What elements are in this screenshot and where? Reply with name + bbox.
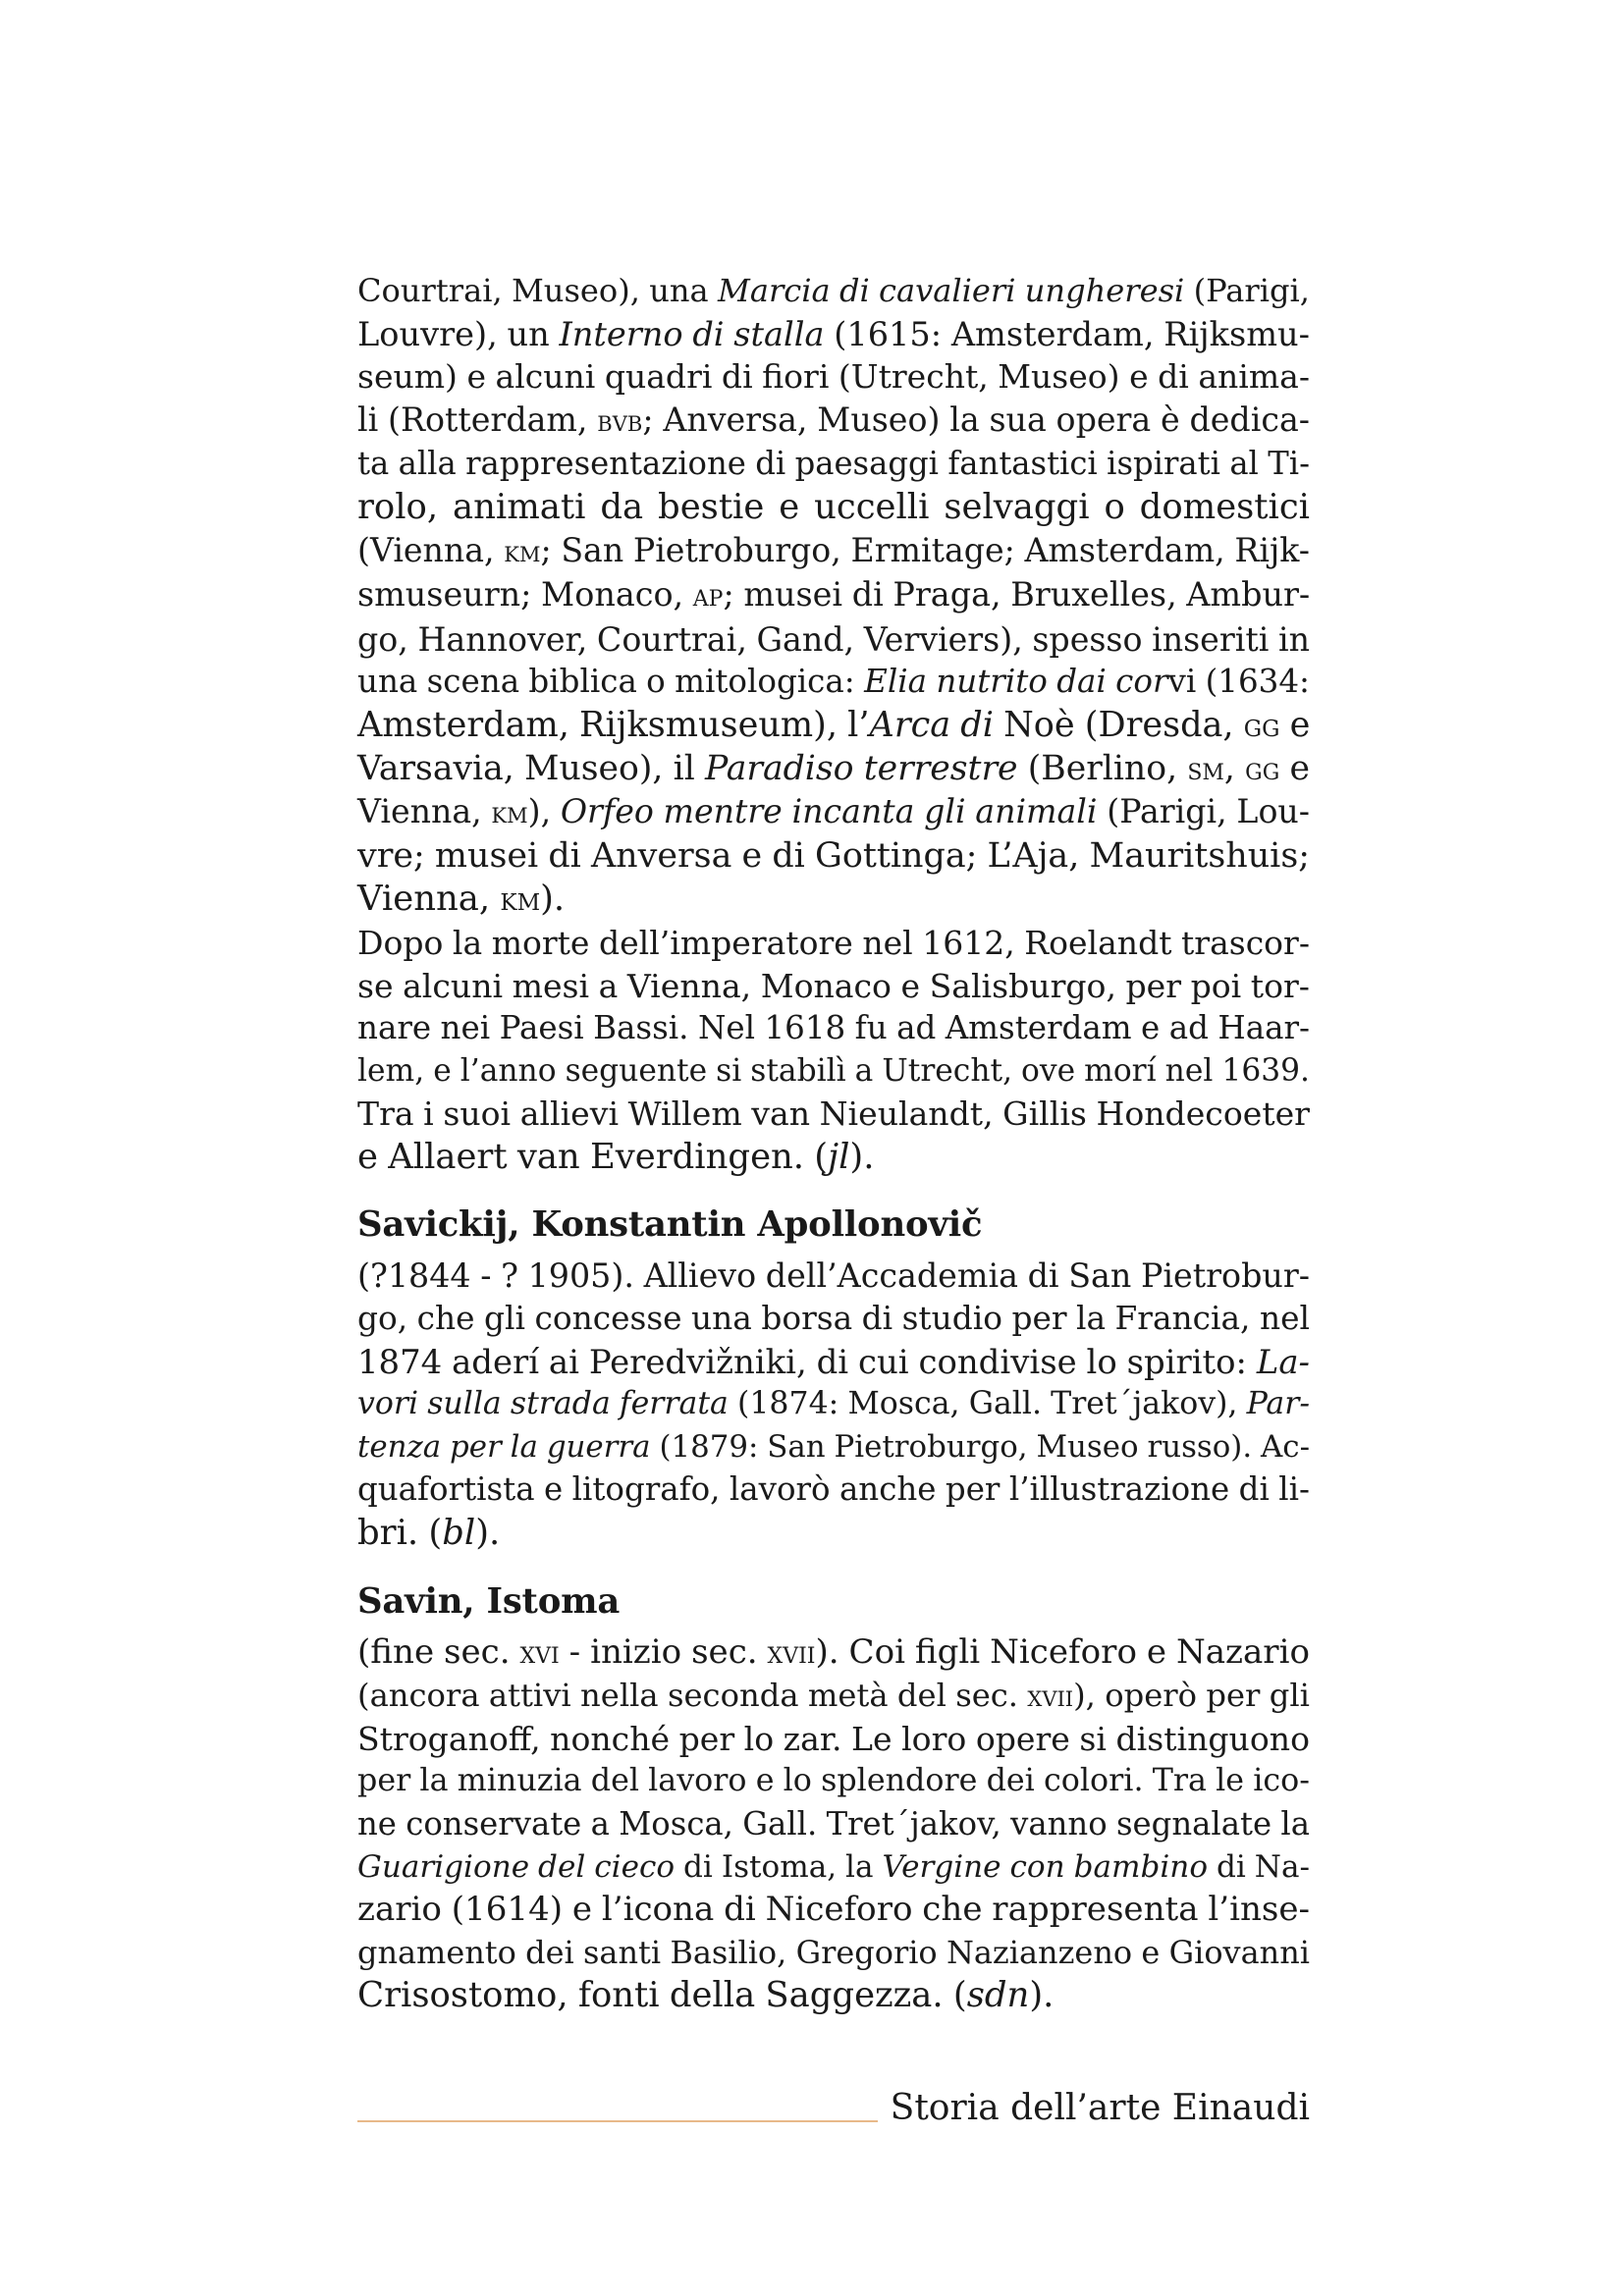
entry-gap <box>357 1178 1310 1203</box>
italic-title: vori sulla strada ferrata <box>357 1386 729 1422</box>
text-run: vi (1634: <box>1167 663 1311 701</box>
text-run: 1874 aderí ai Peredvižniki, di cui condivise lo spirito: <box>357 1342 1257 1381</box>
italic-title: Interno di stalla <box>559 314 825 353</box>
text-run: Noè (Dresda, <box>993 704 1244 745</box>
entry-body <box>357 1631 1310 2017</box>
text-run: (Parigi, Lou- <box>1097 792 1310 831</box>
text-line <box>357 1426 1310 1469</box>
text-line <box>357 486 1310 529</box>
abbreviation: xvii <box>1027 1679 1074 1714</box>
entry-heading: Savickij, Konstantin Apollonovič <box>357 1204 983 1246</box>
text-run: (1879: San Pietroburgo, Museo russo). Ac- <box>650 1428 1310 1465</box>
text-line <box>357 835 1310 879</box>
text-line <box>357 1889 1310 1932</box>
dictionary-entry <box>357 270 1310 1178</box>
text-line <box>357 1383 1310 1426</box>
abbreviation: bvb <box>597 403 643 439</box>
italic-title: Marcia di cavalieri ungheresi <box>717 272 1185 309</box>
italic-title: La- <box>1256 1342 1310 1381</box>
text-run: Dopo la morte dell’imperatore nel 1612, Roelandt trascor- <box>357 923 1310 962</box>
text-line <box>357 965 1310 1008</box>
text-line <box>357 1341 1310 1384</box>
text-line <box>357 443 1310 486</box>
text-line <box>357 618 1310 662</box>
text-run: ta alla rappresentazione di paesaggi fantastici ispirati al Ti- <box>357 445 1310 483</box>
italic-title: jl <box>828 1136 850 1177</box>
text-line <box>357 313 1310 356</box>
text-run: Tra i suoi allievi Willem van Nieulandt, Gillis Hondecoeter <box>357 1095 1310 1134</box>
abbreviation: xvi <box>519 1634 560 1671</box>
text-line <box>357 1512 1310 1555</box>
text-line <box>357 1718 1310 1761</box>
text-run: bri. ( <box>357 1513 443 1554</box>
text-run: - inizio sec. <box>559 1631 768 1672</box>
text-run: Louvre), un <box>357 314 560 353</box>
text-line <box>357 1007 1310 1050</box>
italic-title: Vergine con bambino <box>882 1848 1209 1885</box>
italic-title: Elia nutrito dai cor <box>864 663 1168 701</box>
heading-gap <box>357 1624 1310 1631</box>
text-run: ). Coi figli Niceforo e Nazario <box>815 1631 1310 1672</box>
text-column <box>357 270 1310 2017</box>
text-run: nare nei Paesi Bassi. Nel 1618 fu ad Amsterdam e ad Haar- <box>357 1009 1310 1047</box>
text-line <box>357 270 1310 313</box>
abbreviation: km <box>491 796 528 831</box>
text-line <box>357 529 1310 574</box>
text-line <box>357 922 1310 965</box>
text-run: ). <box>540 879 566 920</box>
text-line <box>357 1468 1310 1512</box>
text-run: (Vienna, <box>357 530 505 569</box>
dictionary-entry <box>357 1203 1310 1554</box>
text-run: ; San Pietroburgo, Ermitage; Amsterdam, Rijk- <box>540 530 1310 569</box>
entry-heading: Savin, Istoma <box>357 1580 621 1622</box>
text-line <box>357 1255 1310 1298</box>
text-run: di Na- <box>1208 1848 1310 1885</box>
text-run: ), operò per gli <box>1073 1677 1310 1715</box>
text-run: , <box>1223 748 1246 788</box>
text-run: (?1844 - ? 1905). Allievo dell’Accademia di San Pietrobur- <box>357 1256 1310 1296</box>
italic-title: Guarigione del cieco <box>357 1848 676 1885</box>
abbreviation: gg <box>1245 749 1280 787</box>
italic-title: Orfeo mentre incanta gli animali <box>560 792 1098 831</box>
text-run: lem, e l’anno seguente si stabilì a Utrecht, ove morí nel 1639. <box>357 1052 1310 1089</box>
text-run: vre; musei di Anversa e di Gottinga; L’Aja, Mauritshuis; <box>357 835 1310 876</box>
text-run: Amsterdam, Rijksmuseum), l’ <box>357 704 870 745</box>
text-line <box>357 748 1310 791</box>
italic-title: sdn <box>966 1975 1030 2016</box>
text-run: Courtrai, Museo), una <box>357 272 718 309</box>
text-run: ), <box>527 792 561 831</box>
text-run: rolo, animati da bestie e uccelli selvaggi o domestici <box>357 486 1310 527</box>
text-run: go, che gli concesse una borsa di studio per la Francia, nel <box>357 1300 1310 1338</box>
text-run: (1615: Amsterdam, Rijksmu- <box>824 314 1310 353</box>
abbreviation: km <box>500 881 541 919</box>
text-run: zario (1614) e l’icona di Niceforo che rappresenta l’inse- <box>357 1890 1311 1930</box>
text-line <box>357 704 1310 748</box>
text-line <box>357 1050 1310 1094</box>
text-run: per la minuzia del lavoro e lo splendore dei colori. Tra le ico- <box>357 1763 1310 1799</box>
text-line <box>357 573 1310 618</box>
text-run: quafortista e litografo, lavorò anche per l’illustrazione di li- <box>357 1470 1310 1509</box>
text-run: (Parigi, <box>1184 272 1310 309</box>
text-line <box>357 1932 1310 1975</box>
text-line <box>357 399 1310 444</box>
italic-title: Arca di <box>869 704 994 745</box>
text-run: (fine sec. <box>357 1631 520 1672</box>
text-line <box>357 1093 1310 1136</box>
text-line <box>357 1631 1310 1676</box>
text-run: ; musei di Praga, Bruxelles, Ambur- <box>723 575 1311 614</box>
text-run: Varsavia, Museo), il <box>357 748 706 788</box>
abbreviation: xvii <box>767 1634 816 1671</box>
text-run: e <box>1279 704 1311 745</box>
text-run: gnamento dei santi Basilio, Gregorio Nazianzeno e Giovanni <box>357 1933 1310 1971</box>
text-run: Stroganoff, nonché per lo zar. Le loro opere si distinguono <box>357 1719 1310 1758</box>
entry-gap <box>357 1555 1310 1580</box>
text-run: di Istoma, la <box>675 1848 883 1885</box>
text-run: (1874: Mosca, Gall. Tret´jakov), <box>728 1386 1247 1422</box>
text-line <box>357 1803 1310 1846</box>
italic-title: tenza per la guerra <box>357 1428 651 1465</box>
text-run: e Allaert van Everdingen. ( <box>357 1136 829 1177</box>
text-run: ). <box>475 1513 501 1554</box>
text-run: (Berlino, <box>1017 748 1188 788</box>
italic-title: Paradiso terrestre <box>705 748 1018 788</box>
text-run: ). <box>849 1136 875 1177</box>
abbreviation: sm <box>1187 749 1224 787</box>
text-line <box>357 1760 1310 1803</box>
dictionary-entry <box>357 1580 1310 2017</box>
abbreviation: km <box>504 534 541 569</box>
text-run: (ancora attivi nella seconda metà del sec. <box>357 1677 1028 1715</box>
entry-body <box>357 270 1310 1178</box>
entry-body <box>357 1255 1310 1554</box>
text-line <box>357 1298 1310 1341</box>
footer-rule <box>357 2120 878 2122</box>
text-line <box>357 1675 1310 1718</box>
text-run: Vienna, <box>357 792 492 831</box>
text-line <box>357 1846 1310 1890</box>
text-run: smuseurn; Monaco, <box>357 575 693 614</box>
text-line <box>357 878 1310 922</box>
text-run: Crisostomo, fonti della Saggezza. ( <box>357 1975 967 2016</box>
text-run: li (Rotterdam, <box>357 400 598 439</box>
italic-title: bl <box>442 1513 476 1554</box>
text-line <box>357 1974 1310 2017</box>
text-run: e <box>1279 748 1311 788</box>
text-run: seum) e alcuni quadri di fiori (Utrecht, Museo) e di anima- <box>357 357 1310 397</box>
text-run: se alcuni mesi a Vienna, Monaco e Salisburgo, per poi tor- <box>357 966 1310 1005</box>
text-run: ne conservate a Mosca, Gall. Tret´jakov, vanno segnalate la <box>357 1805 1310 1842</box>
footer-title: Storia dell’arte Einaudi <box>890 2088 1310 2128</box>
text-run: una scena biblica o mitologica: <box>357 663 865 701</box>
text-run: ; Anversa, Museo) la sua opera è dedica- <box>642 400 1310 439</box>
text-line <box>357 661 1310 704</box>
abbreviation: ap <box>692 578 724 614</box>
text-line <box>357 1136 1310 1179</box>
abbreviation: gg <box>1243 706 1280 744</box>
text-run: ). <box>1029 1975 1055 2016</box>
text-run: Vienna, <box>357 879 501 920</box>
page-footer <box>357 2081 1310 2130</box>
text-run: go, Hannover, Courtrai, Gand, Verviers), spesso inseriti in <box>357 619 1310 659</box>
italic-title: Par- <box>1246 1386 1311 1422</box>
heading-gap <box>357 1247 1310 1255</box>
text-line <box>357 790 1310 835</box>
text-line <box>357 355 1310 399</box>
